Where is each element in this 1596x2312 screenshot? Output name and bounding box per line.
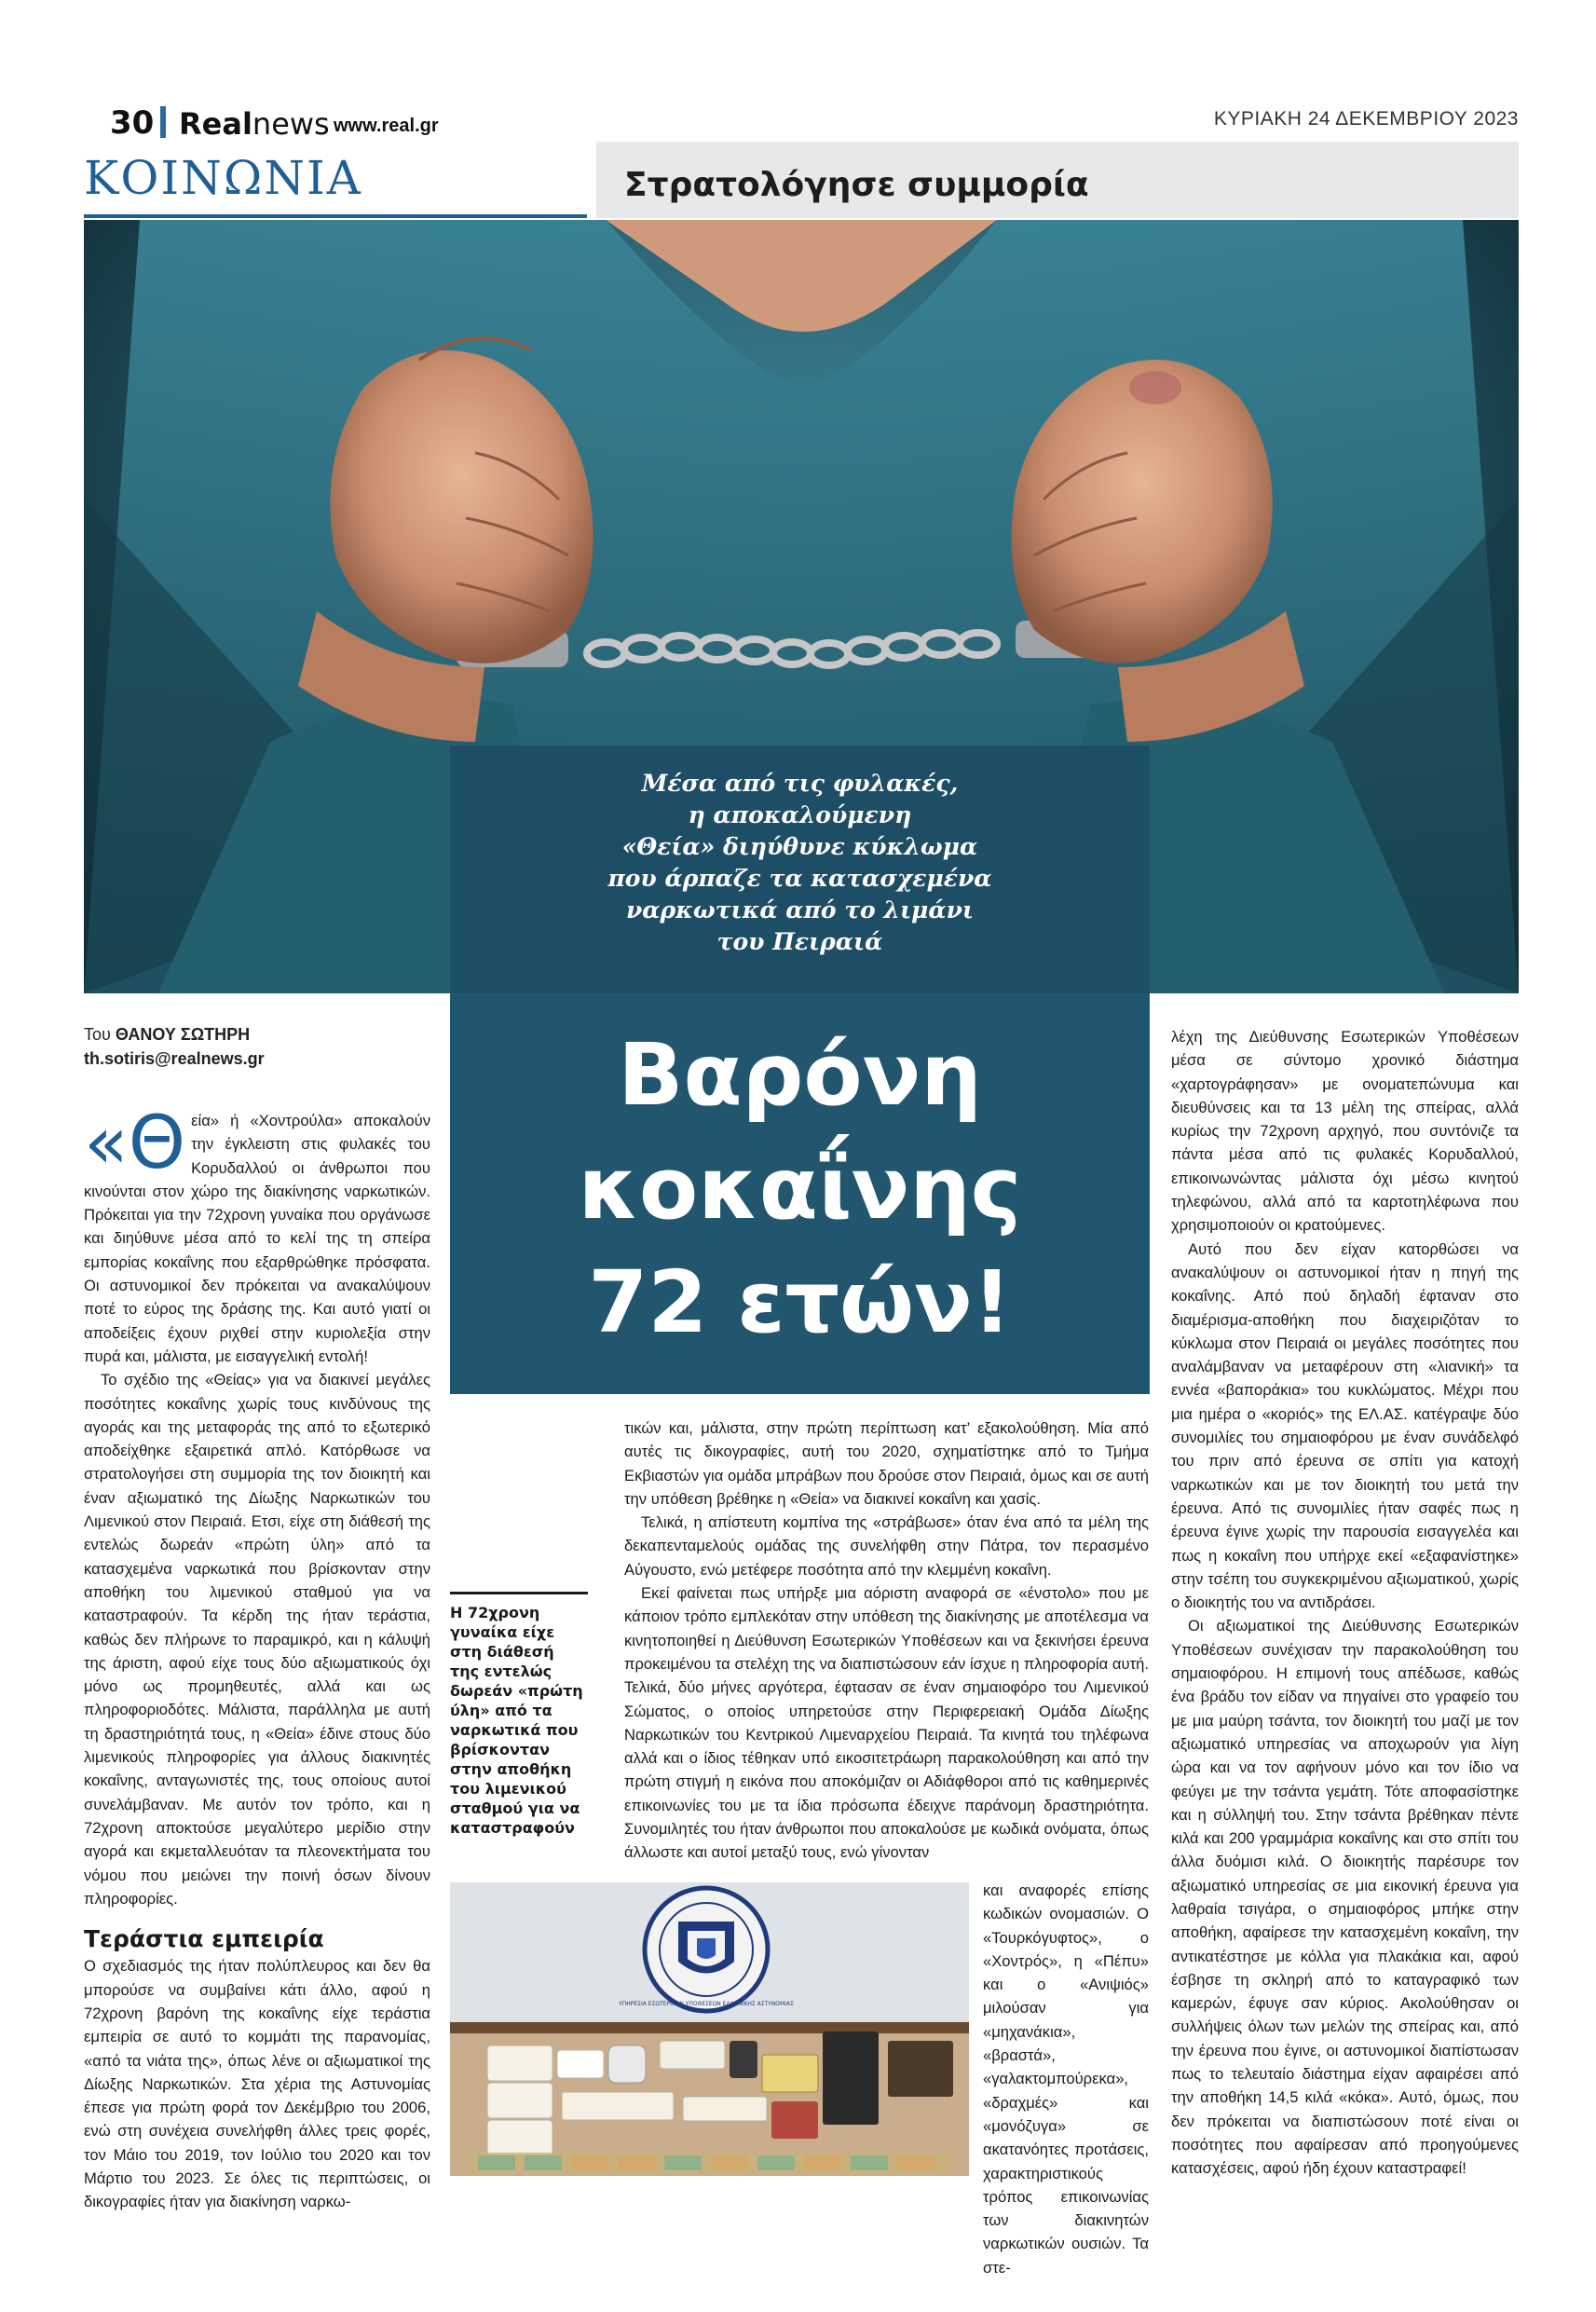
dropcap: «Θ bbox=[84, 1101, 186, 1185]
article-paragraph: τικών και, μάλιστα, στην πρώτη περίπτωση κατ’ εξακολούθηση. Μία από αυτές τις δικογραφίες, αυτή του 2020, σχηματίστηκε από το Τμήμα Εκβιαστών για ομάδα μπράβων που δρούσε στον Πειραιά, όμως και σε αυτή την υπόθεση βρέθηκε η «Θεία» να διακινεί κοκαΐνη και χασίς. bbox=[624, 1419, 1149, 1508]
article-column-3 bbox=[1171, 1025, 1519, 2181]
brand-logo: Realnews bbox=[179, 106, 330, 142]
lead-paragraph: «Θεία» ή «Χοντρούλα» αποκαλούν την έγκλειστη στις φυλακές του Κορυδαλλού οι άνθρωποι που κινούνται στον χώρο της διακίνησης ναρκωτικών. Πρόκειται για την 72χρονη γυναίκα που οργάνωσε και διηύθυνε μέσα από το κελί της τη σπείρα εμπορίας κοκαΐνης που εξαρθρώθηκε πρόσφατα. Οι αστυνομικοί δεν πρόκειται να ανακαλύψουν ποτέ το εύρος της δράσης της. Και αυτό γιατί οι αποδείξεις έχουν ριχθεί στην κυριολεξία στην πυρά και, μάλιστα, με εισαγγελική εντολή! bbox=[84, 1101, 430, 1365]
article-paragraph: Εκεί φαίνεται πως υπήρξε μια αόριστη αναφορά σε «ένστολο» που με κάποιον τρόπο εμπλεκόταν στην υπόθεση της διακίνησης με αποτέλεσμα να κινητοποιηθεί η Διεύθυνση Εσωτερικών Υποθέσεων και να ξεκινήσει έρευνα προκειμένου τα στελέχη της να διαπιστώσουν εάν ίσχυε η πληροφορία αυτή. Τελικά, δύο μήνες αργότερα, έφτασαν σε έναν σημαιοφόρο του Λιμενικού Σώματος, ο οποίος υπηρετούσε στην Περιφερειακή Ομάδα Δίωξης Ναρκωτικών του Κεντρικού Λιμεναρχείου Πειραιά. Τα κινητά του τηλέφωνα αλλά και ο ίδιος τέθηκαν υπό εικοσιτετράωρη παρακολούθηση και από την πρώτη στιγμή η εικόνα που αποκόμιζαν οι Αδιάφθοροι από τις καθημερινές επικοινωνίες του με τα ίδια πρόσωπα έδειχνε παράνομη δραστηριότητα. Συνομιλητές του ήταν άνθρωποι που αποκαλούσε με κωδικά ονόματα, όπως άλλωστε και αυτοί μεταξύ τους, ενώ γίνονταν bbox=[624, 1584, 1149, 1862]
author-email[interactable]: th.sotiris@realnews.gr bbox=[84, 1049, 265, 1068]
pullquote-rule bbox=[450, 1592, 588, 1594]
brand-url: www.real.gr bbox=[334, 116, 439, 136]
article-column-2-narrow bbox=[983, 1879, 1149, 2279]
article-column-2 bbox=[624, 1416, 1149, 1865]
byline: Του ΘΑΝΟΥ ΣΩΤΗΡΗ bbox=[84, 1025, 251, 1044]
hero-caption-line: του Πειραιά bbox=[716, 928, 883, 955]
hero-caption-line: η αποκαλούμενη bbox=[688, 801, 912, 828]
header-divider bbox=[160, 106, 166, 138]
seizure-photo bbox=[450, 1882, 969, 2176]
article-paragraph: λέχη της Διεύθυνσης Εσωτερικών Υποθέσεων μέσα σε σύντομο χρονικό διάστημα «χαρτογράφησαν» με ονοματεπώνυμα και διευθύνσεις και τα 13 μέλη της σπείρας, αλλά κυρίως την 72χρονη αρχηγό, που συντόνιζε τα πάντα μέσα από τις φυλακές Κορυδαλλού, επικοινωνώντας μάλιστα όχι μέσω κινητού τηλεφώνου, αλλά από τα καρτοτηλέφωνα που χρησιμοποιούν οι κρατούμενες. bbox=[1171, 1028, 1519, 1235]
issue-date: ΚΥΡΙΑΚΗ 24 ΔΕΚΕΜΒΡΙΟΥ 2023 bbox=[1213, 108, 1519, 130]
kicker: Στρατολόγησε συμμορία bbox=[624, 166, 1089, 204]
subhead: Τεράστια εμπειρία bbox=[84, 1925, 324, 1953]
hero-caption-line: που άρπαζε τα κατασχεμένα bbox=[607, 865, 992, 892]
article-paragraph: Το σχέδιο της «Θείας» για να διακινεί μεγάλες ποσότητες κοκαΐνης χωρίς τους κινδύνους της αγοράς και της μεταφοράς της από το εξωτερικό αποδείχθηκε εξαιρετικά απλό. Κατόρθωσε να στρατολογήσει στη συμμορία της τον διοικητή και έναν αξιωματικό της Δίωξης Ναρκωτικών του Λιμενικού στον Πειραιά. Ετσι, είχε στη διάθεσή της εντελώς δωρεάν «πρώτη ύλη» από τα κατασχεμένα ναρκωτικά που βρίσκονταν στην αποθήκη του λιμενικού σταθμού για να καταστραφούν. Τα κέρδη της ήταν τεράστια, καθώς δεν πλήρωνε το παραμικρό, και η κάλυψή της άριστη, αφού είχε τους δύο αξιωματικούς όχι μόνο ως προμηθευτές, αλλά και ως πληροφοριοδότες. Μάλιστα, παράλληλα με αυτή τη δραστηριότητά τους, η «Θεία» έδινε στους δύο λιμενικούς πληροφορίες για άλλους διακινητές κοκαΐνης, ανταγωνιστές της, τους οποίους αυτοί συνελάμβαναν. Με αυτόν τον τρόπο, και η 72χρονη αποκτούσε μεγαλύτερο μερίδιο στην αγορά και εκμεταλλευόταν τα πλεονεκτήματα του νόμου που μειώνει την ποινή όσων δίνουν πληροφορίες. bbox=[84, 1371, 430, 1908]
article-paragraph: Αυτό που δεν είχαν κατορθώσει να ανακαλύψουν οι αστυνομικοί ήταν η πηγή της κοκαΐνης. Από πού δηλαδή έφταναν στο διαμέρισμα-αποθήκη που διαχειριζόταν το κύκλωμα στον Πειραιά οι μεγάλες ποσότητες που αναλάμβαναν να μεταφέρουν στη «λιανική» τα εννέα «βαποράκια» του κυκλώματος. Μέχρι που μια ημέρα ο «κοριός» της ΕΛ.ΑΣ. κατέγραψε δύο συνομιλίες του σημαιοφόρου με έναν συνάδελφό του πριν από έρευνα σε σπίτι για κατοχή ναρκωτικών και με τον διοικητή του μετά την έρευνα. Από τις συνομιλίες ήταν σαφές πως η έρευνα έγινε χωρίς την παρουσία εισαγγελέα και πως η κοκαΐνη που υπήρχε εκεί «εξαφανίστηκε» στην τσέπη του συγκεκριμένου αξιωματικού, χωρίς ο διοικητής του να αντιδράσει. bbox=[1171, 1239, 1519, 1612]
headline-line: 72 ετών! bbox=[588, 1252, 1012, 1352]
hero-caption-line: Μέσα από τις φυλακές, bbox=[641, 770, 959, 797]
section-name: ΚΟΙΝΩΝΙΑ bbox=[84, 151, 362, 205]
article-paragraph: και αναφορές επίσης κωδικών ονομασιών. Ο «Τουρκόγυφτος», ο «Χοντρός», η «Πέπυ» και ο «Ανιψιός» μιλούσαν για «μηχανάκια», «βραστά», «γαλακτομπούρεκα», «δραχμές» και «μονόζυγα» σε ακατανόητες προτάσεις, χαρακτηριστικούς τρόπος επικοινωνίας των διακινητών ναρκωτικών ουσιών. Τα στε- bbox=[983, 1881, 1149, 2277]
article-paragraph: Τελικά, η απίστευτη κομπίνα της «στράβωσε» όταν ένα από τα μέλη της δεκαπενταμελούς ομάδας της συνελήφθη στην Πάτρα, τον περασμένο Αύγουστο, ενώ μετέφερε ποσότητα από την κλεμμένη κοκαΐνη. bbox=[624, 1513, 1149, 1579]
article-paragraph: Οι αξιωματικοί της Διεύθυνσης Εσωτερικών Υποθέσεων συνέχισαν την παρακολούθηση του σημαιοφόρου. Η επιμονή τους απέδωσε, καθώς ένα βράδυ τον είδαν να πηγαίνει στο γραφείο του με μια μαύρη τσάντα, τον διοικητή του μαζί με τον αξιωματικό υπηρεσίας να αποχωρούν για λίγη ώρα και να τον αφήνουν μόνο και τον ίδιο να φεύγει με την τσάντα γεμάτη. Τότε αποφασίστηκε και η σύλληψή του. Στην τσάντα βρέθηκαν πέντε κιλά και 200 γραμμάρια κοκαΐνης και στο σπίτι του άλλα δυόμισι κιλά. Ο διοικητής παρέσυρε τον αξιωματικό υπηρεσίας σε μια εικονική έρευνα για λαθραία τσιγάρα, ο σημαιοφόρος μπήκε στην αποθήκη, αφαίρεσε την κατασχεμένη κοκαΐνη, την αντικατέστησε με κόλλα για πλακάκια και, αφού έσβησε τη σκληρή από το καταγραφικό των καμερών, έφυγε σαν κύριος. Ακολούθησαν οι συλλήψεις όλων των μελών της σπείρας και, από την έρευνα που έγινε, οι αστυνομικοί διαπίστωσαν πως το τελευταίο διάστημα είχαν αφαιρέσει από την αποθήκη 14,5 κιλά «κόκα». Αυτό, όμως, που δεν πρόκειται να διαπιστώσουν ποτέ είναι οι ποσότητες που αφαίρεσαν από προηγούμενες κατασχέσεις, αφού ήδη έχουν καταστραφεί! bbox=[1171, 1617, 1519, 2178]
article-column-1 bbox=[84, 1101, 430, 2214]
pullquote: Η 72χρονη γυναίκα είχε στη διάθεσή της εντελώς δωρεάν «πρώτη ύλη» από τα ναρκωτικά που βρίσκονταν στην αποθήκη του λιμενικού σταθμού για να καταστραφούν bbox=[450, 1604, 583, 1837]
page-header bbox=[84, 104, 1519, 142]
hero-caption-line: «Θεία» διηύθυνε κύκλωμα bbox=[621, 833, 978, 860]
article-paragraph: Ο σχεδιασμός της ήταν πολύπλευρος και δεν θα μπορούσε να συμβαίνει κάτι άλλο, αφού η 72χρονη βαρόνη της κοκαΐνης είχε τεράστια εμπειρία σε αυτό το κομμάτι της παρανομίας, «από τα νιάτα της», όπως λένε οι αξιωματικοί της Δίωξης Ναρκωτικών. Στα χέρια της Αστυνομίας έπεσε για πρώτη φορά τον Δεκέμβριο του 2006, ενώ στη συνέχεια συνελήφθη άλλες τρεις φορές, τον Μάιο του 2019, τον Ιούλιο του 2020 και τον Μάρτιο του 2023. Σε όλες τις περιπτώσεις, οι δικογραφίες ήταν για διακίνηση ναρκω- bbox=[84, 1957, 430, 2211]
page-number: 30 bbox=[110, 104, 155, 142]
author-name: ΘΑΝΟΥ ΣΩΤΗΡΗ bbox=[115, 1025, 251, 1044]
section-rule bbox=[84, 214, 587, 218]
headline-line: κοκαΐνης bbox=[578, 1139, 1022, 1238]
hero-caption-line: ναρκωτικά από το λιμάνι bbox=[625, 896, 975, 923]
headline-line: Βαρόνη bbox=[618, 1025, 982, 1125]
seized-drugs-illustration bbox=[450, 1882, 969, 2176]
seal-text: ΥΠΗΡΕΣΙΑ ΕΣΩΤΕΡΙΚΩΝ ΥΠΟΘΕΣΕΩΝ ΕΛΛΗΝΙΚΗΣ ΑΣΤΥΝΟΜΙΑΣ bbox=[619, 2001, 794, 2007]
